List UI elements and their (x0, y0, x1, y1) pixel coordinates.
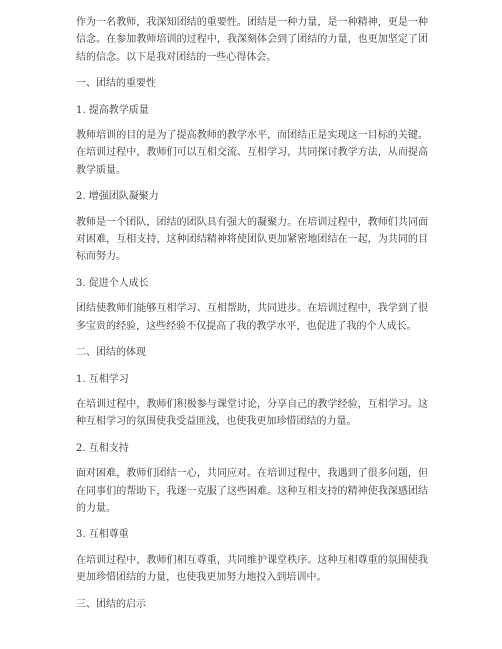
section-heading-2: 二、团结的体现 (76, 347, 146, 359)
paragraph-1-1: 教师培训的目的是为了提高教师的教学水平，而团结正是实现这一目标的关键。在培训过程中，教师们可以互相交流、互相学习，共同探讨教学方法，从而提高教学质量。 (76, 130, 428, 176)
paragraph-2-1: 在培训过程中，教师们积极参与课堂讨论，分享自己的教学经验，互相学习。这种互相学习的氛围使我受益匪浅，也使我更加珍惜团结的力量。 (76, 398, 428, 428)
section-heading-3: 三、团结的启示 (76, 598, 146, 610)
subheading-1-1: 1. 提高教学质量 (76, 104, 149, 116)
paragraph-1-2: 教师是一个团队，团结的团队具有强大的凝聚力。在培训过程中，教师们共同面对困难，互相支持，这种团结精神将使团队更加紧密地团结在一起，为共同的目标而努力。 (76, 216, 428, 263)
subheading-2-2: 2. 互相支持 (76, 442, 129, 454)
paragraph-2-2: 面对困难，教师们团结一心，共同应对。在培训过程中，我遇到了很多问题，但在同事们的帮助下，我逐一克服了这些困难。这种互相支持的精神使我深感团结的力量。 (76, 468, 428, 514)
subheading-2-3: 3. 互相尊重 (76, 529, 129, 541)
document-body (76, 14, 428, 613)
intro-paragraph: 作为一名教师，我深知团结的重要性。团结是一种力量，是一种精神，更是一种信念。在参加教师培训的过程中，我深刻体会到了团结的力量，也更加坚定了团结的信念。以下是我对团结的一些心得体会。 (76, 17, 428, 63)
paragraph-2-3: 在培训过程中，教师们相互尊重，共同维护课堂秩序。这种互相尊重的氛围使我更加珍惜团结的力量，也使我更加努力地投入到培训中。 (76, 554, 428, 584)
section-heading-1: 一、团结的重要性 (76, 78, 156, 90)
subheading-1-2: 2. 增强团队凝聚力 (76, 191, 159, 203)
subheading-1-3: 3. 促进个人成长 (76, 277, 149, 289)
subheading-2-1: 1. 互相学习 (76, 373, 129, 385)
paragraph-1-3: 团结使教师们能够互相学习、互相帮助，共同进步。在培训过程中，我学到了很多宝贵的经验，这些经验不仅提高了我的教学水平，也促进了我的个人成长。 (76, 303, 428, 332)
